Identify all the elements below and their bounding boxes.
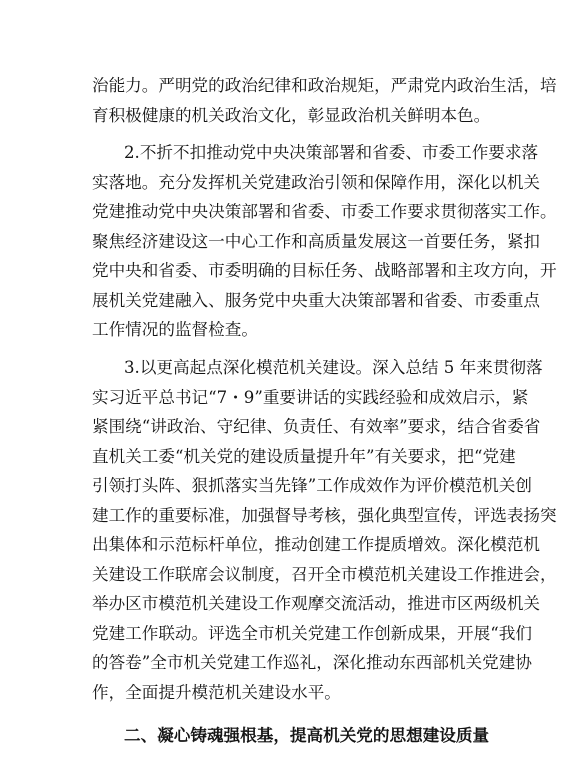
section-heading: 二、凝心铸魂强根基，提高机关党的思想建设质量 (124, 725, 490, 745)
paragraph-line: 工作情况的监督检查。 (92, 320, 258, 339)
paragraph-line: 党建工作联动。评选全市机关党建工作创新成果，开展“我们 (92, 624, 532, 643)
paragraph-line: 建工作的重要标准，加强督导考核，强化典型宣传，评选表扬突 (92, 506, 557, 525)
paragraph-line: 的答卷”全市机关党建工作巡礼，深化推动东西部机关党建协 (92, 653, 532, 672)
paragraph-line: 引领打头阵、狠抓落实当先锋”工作成效作为评价模范机关创 (92, 476, 532, 495)
paragraph-line: 实落地。充分发挥机关党建政治引领和保障作用，深化以机关 (92, 173, 541, 192)
paragraph-line: 党中央和省委、市委明确的目标任务、战略部署和主攻方向，开 (92, 261, 557, 280)
paragraph-line: 举办区市模范机关建设工作观摩交流活动，推进市区两级机关 (92, 594, 541, 613)
paragraph-line: 3.以更高起点深化模范机关建设。深入总结 5 年来贯彻落 (124, 358, 543, 377)
paragraph-line: 直机关工委“机关党的建设质量提升年”有关要求，把“党建 (92, 447, 516, 466)
paragraph-line: 出集体和示范标杆单位，推动创建工作提质增效。深化模范机 (92, 535, 541, 554)
paragraph-line: 育积极健康的机关政治文化，彰显政治机关鲜明本色。 (92, 106, 491, 125)
paragraph-line: 2.不折不扣推动党中央决策部署和省委、市委工作要求落 (124, 143, 539, 162)
paragraph-line: 展机关党建融入、服务党中央重大决策部署和省委、市委重点 (92, 291, 541, 310)
paragraph-line: 治能力。严明党的政治纪律和政治规矩，严肃党内政治生活，培 (92, 76, 557, 95)
paragraph-line: 作，全面提升模范机关建设水平。 (92, 683, 341, 702)
paragraph-line: 聚焦经济建设这一中心工作和高质量发展这一首要任务，紧扣 (92, 232, 541, 251)
paragraph-line: 关建设工作联席会议制度，召开全市模范机关建设工作推进会， (92, 565, 557, 584)
paragraph-line: 实习近平总书记“7・9”重要讲话的实践经验和成效启示，紧 (92, 388, 529, 407)
paragraph-line: 党建推动党中央决策部署和省委、市委工作要求贯彻落实工作。 (92, 202, 557, 221)
paragraph-line: 紧围绕“讲政治、守纪律、负责任、有效率”要求，结合省委省 (92, 417, 541, 436)
